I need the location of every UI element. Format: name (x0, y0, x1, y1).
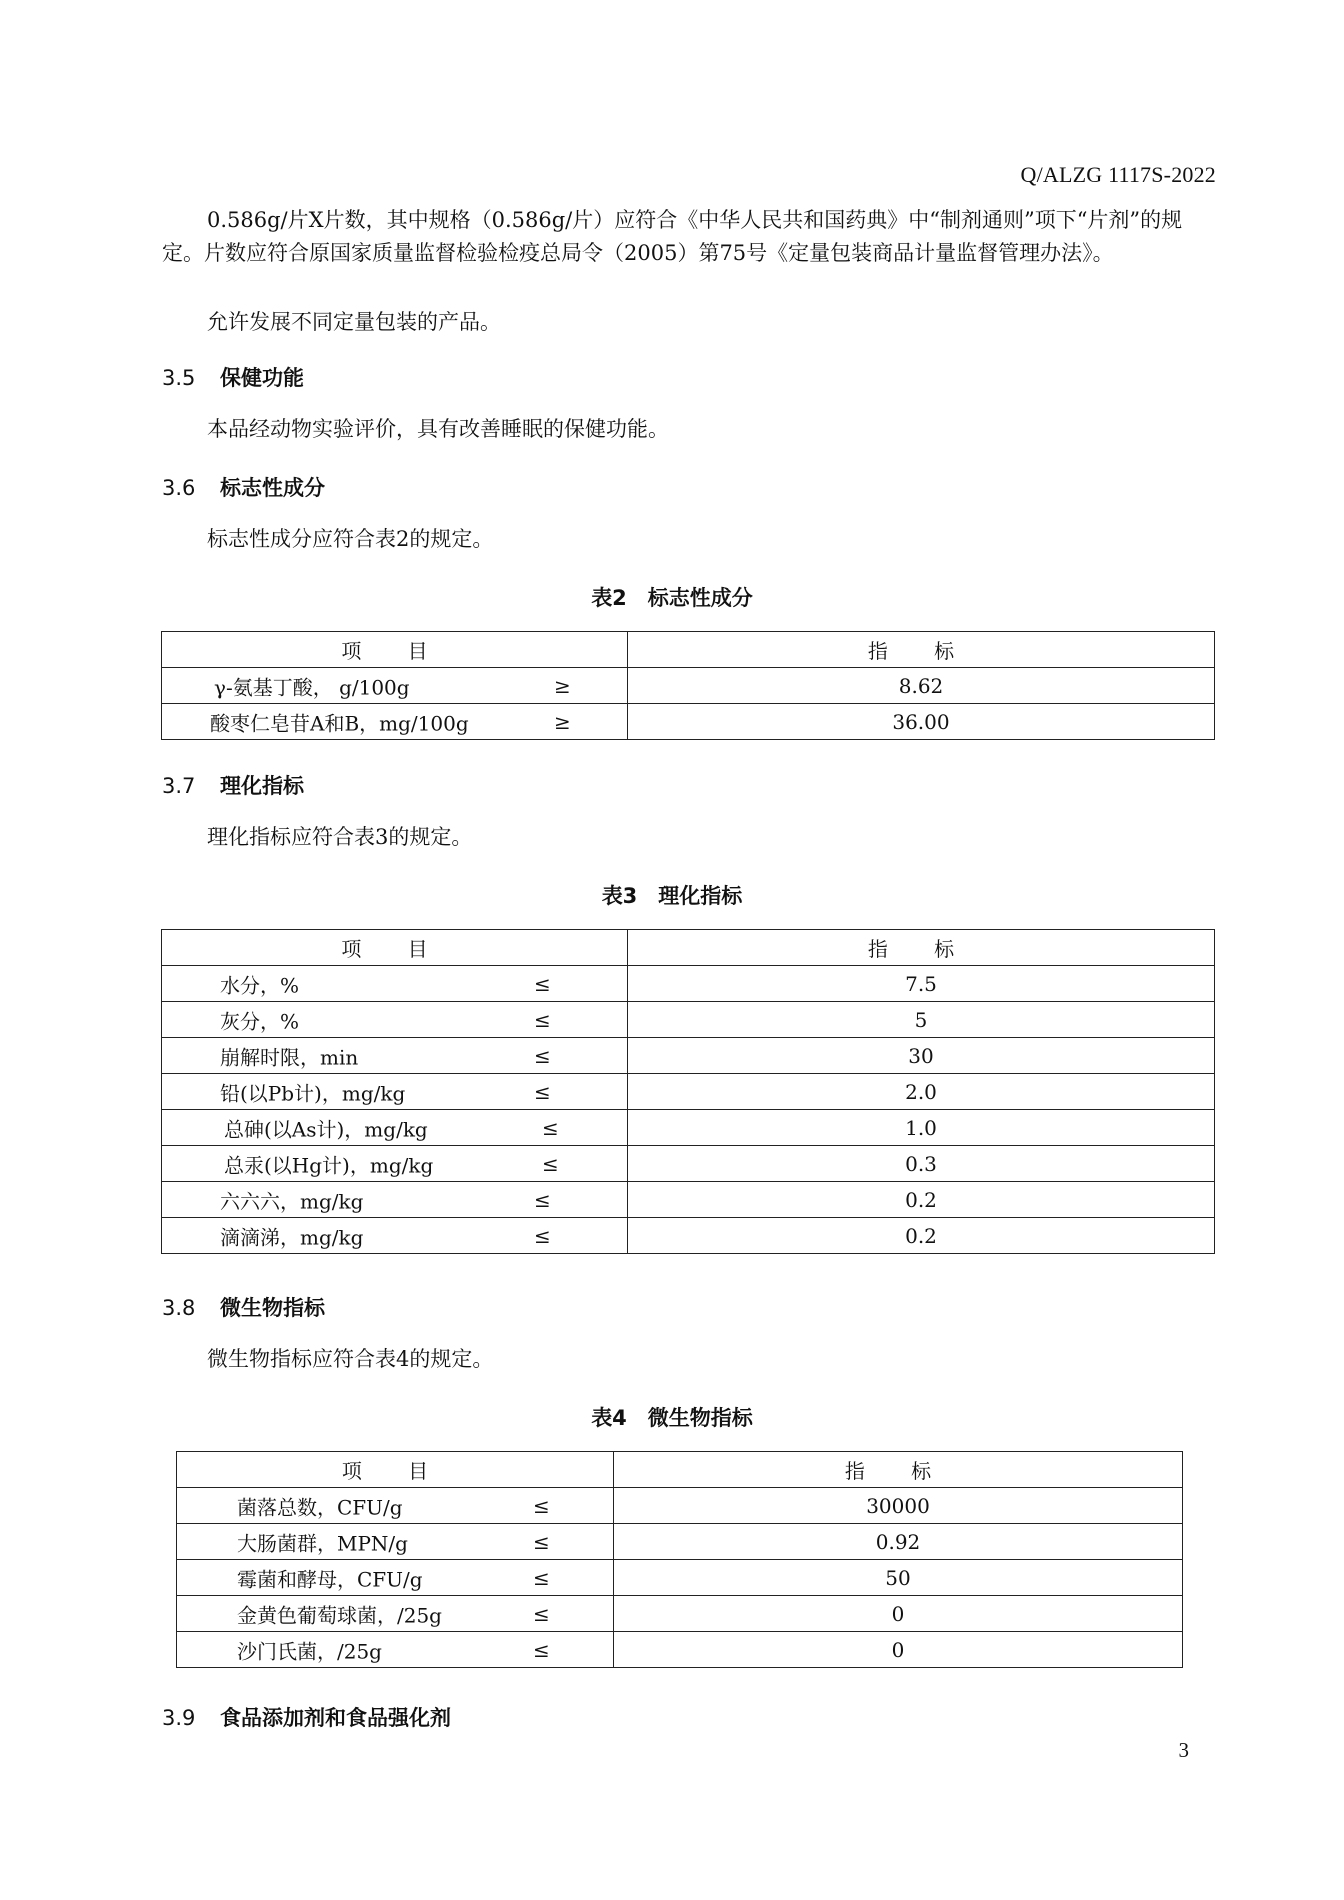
table-row (162, 668, 1215, 704)
row-item: 六六六，mg/kg (220, 1189, 364, 1213)
row-operator: ≤ (533, 1637, 550, 1662)
table-row (177, 1560, 1183, 1596)
table-head-value: 指 标 (614, 1452, 1183, 1488)
section-number: 3.7 (162, 774, 196, 798)
table-row (177, 1488, 1183, 1524)
row-value: 7.5 (628, 966, 1215, 1002)
row-value: 0 (614, 1596, 1183, 1632)
row-value: 0.92 (614, 1524, 1183, 1560)
section-3-6-text: 标志性成分应符合表2的规定。 (207, 527, 494, 551)
row-value: 50 (614, 1560, 1183, 1596)
section-number: 3.6 (162, 476, 196, 500)
section-3-8-text: 微生物指标应符合表4的规定。 (207, 1347, 494, 1371)
row-operator: ≤ (534, 1007, 551, 1032)
row-operator: ≤ (533, 1601, 550, 1626)
document-id: Q/ALZG 1117S-2022 (1020, 162, 1216, 187)
table-4-caption: 表4 微生物指标 (591, 1406, 753, 1430)
row-operator: ≤ (542, 1151, 559, 1176)
row-item: 崩解时限，min (220, 1045, 359, 1069)
table-row (162, 966, 1215, 1002)
row-operator: ≤ (534, 1223, 551, 1248)
section-3-9-heading (162, 1702, 451, 1732)
section-title: 保健功能 (220, 366, 304, 390)
row-value: 30000 (614, 1488, 1183, 1524)
row-item: 菌落总数，CFU/g (237, 1495, 403, 1519)
row-item: 霉菌和酵母，CFU/g (237, 1567, 423, 1591)
row-item: 酸枣仁皂苷A和B，mg/100g (210, 711, 469, 735)
row-value: 2.0 (628, 1074, 1215, 1110)
section-title: 标志性成分 (220, 476, 325, 500)
row-item: 金黄色葡萄球菌，/25g (237, 1603, 442, 1627)
row-item: 铅(以Pb计)，mg/kg (220, 1081, 406, 1105)
row-item: γ-氨基丁酸， g/100g (214, 675, 410, 699)
packaging-note: 允许发展不同定量包装的产品。 (207, 310, 501, 334)
section-title: 微生物指标 (220, 1296, 325, 1320)
table-row (177, 1596, 1183, 1632)
row-value: 8.62 (628, 668, 1215, 704)
table-row (162, 1110, 1215, 1146)
table-2-caption: 表2 标志性成分 (591, 586, 753, 610)
page-number: 3 (1178, 1738, 1189, 1762)
section-3-7-text: 理化指标应符合表3的规定。 (207, 825, 473, 849)
row-operator: ≤ (534, 1043, 551, 1068)
row-value: 1.0 (628, 1110, 1215, 1146)
table-row (162, 1038, 1215, 1074)
section-title: 理化指标 (220, 774, 304, 798)
row-item: 水分，% (220, 973, 300, 997)
row-value: 0 (614, 1632, 1183, 1668)
section-3-7-heading (162, 770, 304, 800)
row-item: 灰分，% (220, 1009, 300, 1033)
row-operator: ≤ (533, 1493, 550, 1518)
table-row (177, 1632, 1183, 1668)
table-row (162, 1074, 1215, 1110)
row-item: 总砷(以As计)，mg/kg (224, 1117, 428, 1141)
row-value: 0.2 (628, 1218, 1215, 1254)
table-4 (176, 1451, 1183, 1668)
row-operator: ≤ (542, 1115, 559, 1140)
row-item: 大肠菌群，MPN/g (237, 1531, 408, 1555)
section-title: 食品添加剂和食品强化剂 (220, 1706, 451, 1730)
row-value: 0.3 (628, 1146, 1215, 1182)
table-row (162, 1146, 1215, 1182)
row-operator: ≤ (534, 971, 551, 996)
table-row (162, 1002, 1215, 1038)
table-2 (161, 631, 1215, 740)
table-head-item: 项 目 (177, 1452, 614, 1488)
table-row (162, 704, 1215, 740)
row-value: 0.2 (628, 1182, 1215, 1218)
row-item: 总汞(以Hg计)，mg/kg (224, 1153, 434, 1177)
section-3-6-heading (162, 472, 325, 502)
row-value: 36.00 (628, 704, 1215, 740)
table-3-caption: 表3 理化指标 (601, 884, 743, 908)
table-head-item: 项 目 (162, 930, 628, 966)
section-3-8-heading (162, 1292, 325, 1322)
row-operator: ≤ (534, 1079, 551, 1104)
row-operator: ≥ (554, 709, 571, 734)
section-number: 3.5 (162, 366, 196, 390)
table-row (162, 1182, 1215, 1218)
packaging-paragraph: 0.586g/片X片数，其中规格（0.586g/片）应符合《中华人民共和国药典》中“制剂通则”项下“片剂”的规定。片数应符合原国家质量监督检验检疫总局令（2005）第75号《定量包装商品计量监督管理办法》。 (162, 208, 1183, 265)
table-head-item: 项 目 (162, 632, 628, 668)
section-number: 3.9 (162, 1706, 196, 1730)
row-value: 5 (628, 1002, 1215, 1038)
section-3-5-heading (162, 362, 304, 392)
table-3 (161, 929, 1215, 1254)
table-row (177, 1524, 1183, 1560)
row-item: 沙门氏菌，/25g (237, 1639, 382, 1663)
row-item: 滴滴涕，mg/kg (220, 1225, 364, 1249)
section-number: 3.8 (162, 1296, 196, 1320)
row-operator: ≤ (534, 1187, 551, 1212)
table-head-value: 指 标 (628, 632, 1215, 668)
row-value: 30 (628, 1038, 1215, 1074)
section-3-5-text: 本品经动物实验评价，具有改善睡眠的保健功能。 (207, 417, 669, 441)
table-head-value: 指 标 (628, 930, 1215, 966)
row-operator: ≥ (554, 673, 571, 698)
row-operator: ≤ (533, 1529, 550, 1554)
table-row (162, 1218, 1215, 1254)
row-operator: ≤ (533, 1565, 550, 1590)
